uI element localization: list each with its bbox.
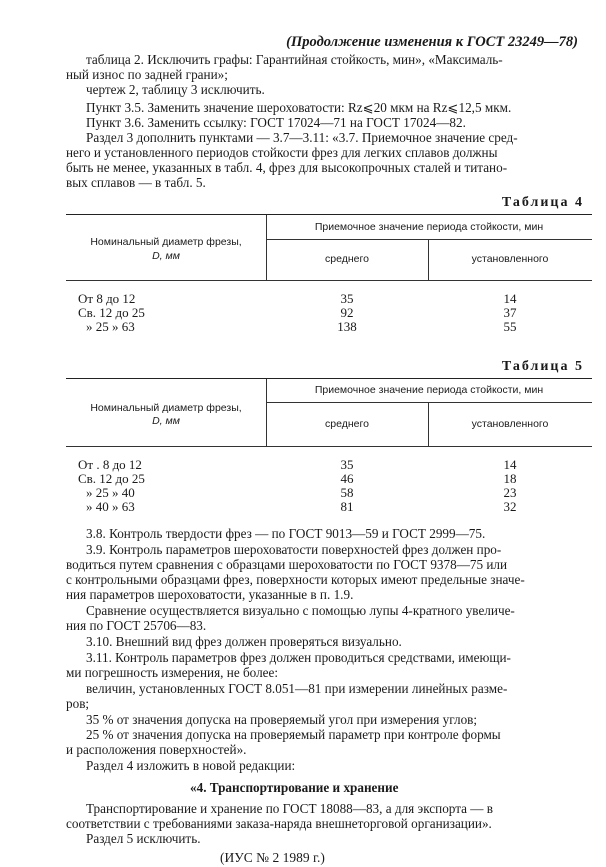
intro-line: таблица 2. Исключить графы: Гарантийная стойкость, мин», «Максималь- [86, 52, 503, 67]
intro-line: Пункт 3.6. Заменить ссылку: ГОСТ 17024—71 на ГОСТ 17024—82. [86, 115, 466, 130]
intro-line: вых сплавов — в табл. 5. [66, 175, 206, 190]
table5-row-set: 32 [503, 499, 517, 514]
table5-group-rule [266, 402, 592, 403]
intro-line: Пункт 3.5. Заменить значение шероховатости: Rz⩽20 мкм на Rz⩽12,5 мкм. [86, 100, 512, 115]
table4-row-avg: 92 [340, 305, 354, 320]
body-line: соответствии с требованиями заказа-наряда внешнеторговой организации». [66, 816, 492, 831]
table5-col-group: Приемочное значение периода стойкости, мин [314, 384, 544, 396]
table4-row-avg: 35 [340, 291, 354, 306]
intro-line: чертеж 2, таблицу 3 исключить. [86, 82, 265, 97]
body-line: и расположения поверхностей». [66, 742, 247, 757]
table5-row-avg: 81 [340, 499, 354, 514]
table5-row-diameter: От . 8 до 12 [78, 457, 142, 472]
body-line: величин, установленных ГОСТ 8.051—81 при измерении линейных разме- [86, 681, 508, 696]
body-line: ния параметров шероховатости, указанные в п. 1.9. [66, 587, 354, 602]
table5-col-diameter: Номинальный диаметр фрезы, [90, 402, 242, 414]
body-line: Сравнение осуществляется визуально с помощью лупы 4-кратного увеличе- [86, 603, 515, 618]
table5-row-diameter: Св. 12 до 25 [78, 471, 145, 486]
table5-row-avg: 46 [340, 471, 354, 486]
body-line: 25 % от значения допуска на проверяемый параметр при контроле формы [86, 727, 501, 742]
intro-line: ный износ по задней грани»; [66, 67, 228, 82]
body-line: ния по ГОСТ 25706—83. [66, 618, 207, 633]
body-line: ров; [66, 696, 90, 711]
table5-head-rule [66, 446, 592, 447]
table4-row-diameter: Св. 12 до 25 [78, 305, 145, 320]
table5-row-avg: 35 [340, 457, 354, 472]
table4-col-avg: среднего [325, 253, 369, 265]
intro-line: Раздел 3 дополнить пунктами — 3.7—3.11: «3.7. Приемочное значение сред- [86, 130, 518, 145]
table4-row-avg: 138 [337, 319, 357, 334]
intro-line: него и установленного периодов стойкости фрез для легких сплавов должны [66, 145, 498, 160]
table5-row-set: 14 [503, 457, 517, 472]
body-line: 3.10. Внешний вид фрез должен проверяться визуально. [86, 634, 402, 649]
table5-row-set: 18 [503, 471, 517, 486]
table4-col-group: Приемочное значение периода стойкости, мин [314, 221, 544, 233]
body-line: 35 % от значения допуска на проверяемый угол при измерения углов; [86, 712, 478, 727]
table5-caption: Таблица 5 [501, 359, 584, 374]
intro-line: быть не менее, указанных в табл. 4, фрез для высокопрочных сталей и титано- [66, 160, 508, 175]
table4-row-set: 37 [503, 305, 517, 320]
table4-row-diameter: » 25 » 63 [86, 319, 135, 334]
body-line: 3.8. Контроль твердости фрез — по ГОСТ 9013—59 и ГОСТ 2999—75. [86, 526, 486, 541]
body-line: Раздел 5 исключить. [86, 831, 201, 846]
table4-top-rule [66, 214, 592, 215]
page-header: (Продолжение изменения к ГОСТ 23249—78) [286, 34, 578, 50]
table5-col-set: установленного [471, 418, 549, 430]
body-line: с контрольными образцами фрез, поверхности которых имеют предельные значе- [66, 572, 525, 587]
table4-head-rule [66, 280, 592, 281]
table4-col-set: установленного [471, 253, 549, 265]
source-note: (ИУС № 2 1989 г.) [220, 850, 325, 865]
table4-caption: Таблица 4 [501, 195, 584, 210]
table4-row-diameter: От 8 до 12 [78, 291, 136, 306]
table5-col-avg: среднего [325, 418, 369, 430]
body-line: Транспортирование и хранение по ГОСТ 18088—83, а для экспорта — в [86, 801, 493, 816]
table4-col-diameter: Номинальный диаметр фрезы, [90, 236, 242, 248]
table5-row-diameter: » 25 » 40 [86, 485, 135, 500]
table5-top-rule [66, 378, 592, 379]
table5-col-diameter-unit: D, мм [152, 415, 180, 427]
table4-group-rule [266, 239, 592, 240]
body-line: 3.11. Контроль параметров фрез должен проводиться средствами, имеющи- [86, 650, 511, 665]
body-line: водиться путем сравнения с образцами шероховатости по ГОСТ 9378—75 или [66, 557, 508, 572]
body-line: Раздел 4 изложить в новой редакции: [86, 758, 296, 773]
table5-row-diameter: » 40 » 63 [86, 499, 135, 514]
table5-row-avg: 58 [340, 485, 354, 500]
table5-row-set: 23 [503, 485, 517, 500]
section-heading: «4. Транспортирование и хранение [190, 780, 399, 795]
body-line: 3.9. Контроль параметров шероховатости поверхностей фрез должен про- [86, 542, 502, 557]
table4-col-diameter-unit: D, мм [152, 250, 180, 262]
body-line: ми погрешность измерения, не более: [66, 665, 279, 680]
table4-row-set: 55 [503, 319, 517, 334]
table4-row-set: 14 [503, 291, 517, 306]
